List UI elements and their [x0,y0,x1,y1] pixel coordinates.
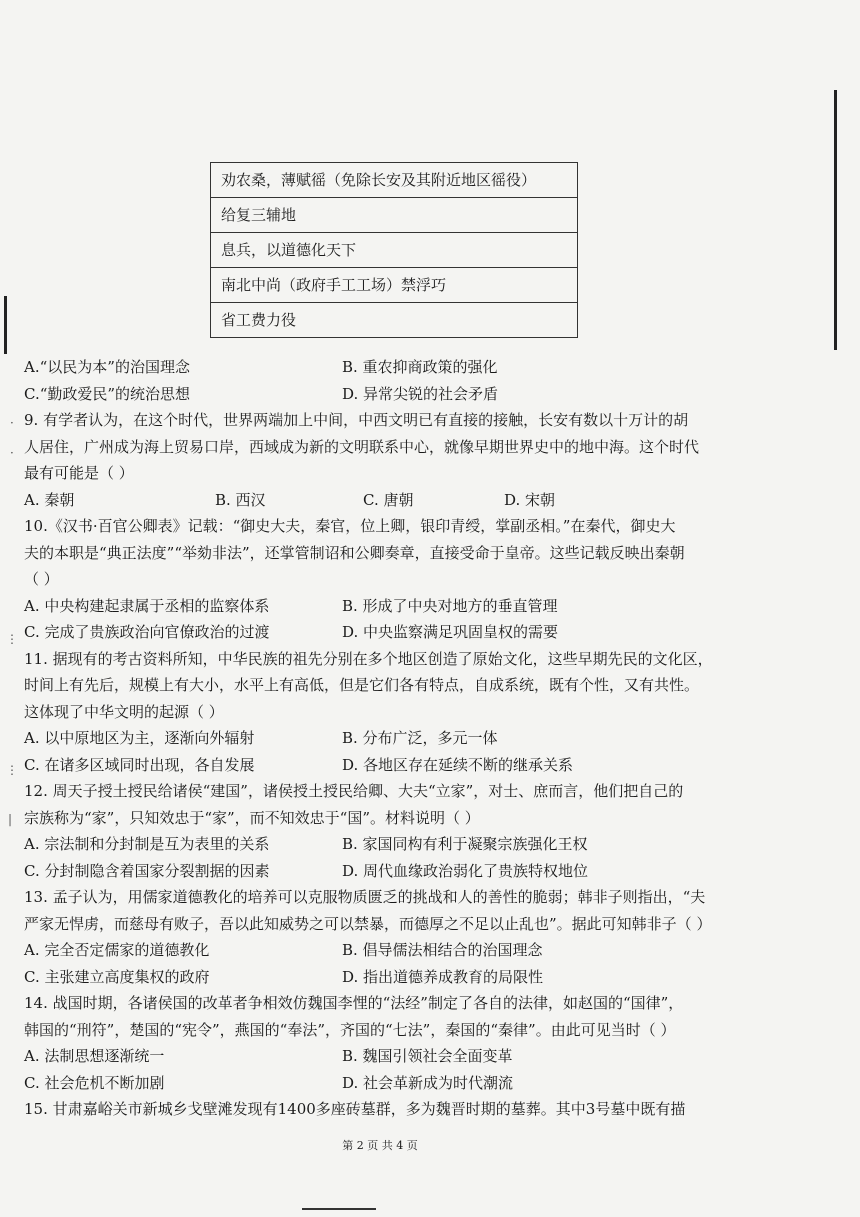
option-d: D. 社会革新成为时代潮流 [342,1073,514,1092]
margin-tick: ⋮ [6,763,18,777]
questions [24,354,824,1123]
option-row [24,831,824,858]
table-cell: 劝农桑，薄赋徭（免除长安及其附近地区徭役） [211,163,578,198]
question-10-text: （ ） [24,570,59,588]
option-a: A. 秦朝 [24,490,75,509]
table-cell: 省工费力役 [211,303,578,338]
question-10-text: 10.《汉书·百官公卿表》记载：“御史大夫，秦官，位上卿，银印青绶，掌副丞相。”在秦代，御史大 [24,517,676,535]
option-b: B. 西汉 [215,490,266,509]
table-cell: 南北中尚（政府手工工场）禁浮巧 [211,268,578,303]
option-b: B. 倡导儒法相结合的治国理念 [342,941,543,959]
option-row [24,354,824,381]
option-a: A. 宗法制和分封制是互为表里的关系 [24,835,270,853]
option-c: C. 社会危机不断加剧 [24,1073,165,1092]
question-13-text: 严家无悍虏，而慈母有败子，吾以此知威势之可以禁暴，而德厚之不足以止乱也”。据此可知韩非子（ ） [24,914,712,933]
option-d: D. 周代血缘政治弱化了贵族特权地位 [342,861,589,880]
question-12-text: 宗族称为“家”，只知效忠于“家”，而不知效忠于“国”。材料说明（ ） [24,808,480,827]
option-row [24,937,824,964]
option-row [24,487,824,514]
option-row [24,725,824,752]
table-row [211,198,578,233]
table-cell: 给复三辅地 [211,198,578,233]
margin-tick: | [8,812,13,826]
question-11-text: 11. 据现有的考古资料所知，中华民族的祖先分别在多个地区创造了原始文化，这些早期先民的文化区， [24,649,713,668]
option-c: C.“勤政爱民”的统治思想 [24,384,191,403]
question-12-text: 12. 周天子授土授民给诸侯“建国”，诸侯授土授民给卿、大夫“立家”，对士、庶而言，他们把自己的 [24,782,684,800]
option-b: B. 分布广泛，多元一体 [342,729,498,747]
margin-tick: · [10,416,14,430]
option-c: C. 唐朝 [363,490,414,509]
page-number: 第 2 页 共 4 页 [342,1139,418,1152]
option-d: D. 指出道德养成教育的局限性 [342,967,544,986]
question-9-text: 最有可能是（ ） [24,464,134,482]
option-c: C. 主张建立高度集权的政府 [24,967,210,986]
option-row [24,964,824,991]
question-10-text: 夫的本职是“典正法度”“举劾非法”，还掌管制诏和公卿奏章，直接受命于皇帝。这些记载反映出秦朝 [24,543,685,562]
table-cell: 息兵，以道德化天下 [211,233,578,268]
margin-tick: · [10,446,14,460]
margin-rule-left [4,296,7,354]
bottom-rule [302,1208,376,1210]
option-row [24,381,824,408]
table-row [211,163,578,198]
option-d: D. 中央监察满足巩固皇权的需要 [342,623,559,641]
option-row [24,619,824,646]
table-row [211,303,578,338]
option-c: C. 完成了贵族政治向官僚政治的过渡 [24,623,270,641]
option-d: D. 宋朝 [504,490,556,509]
question-11-text: 时间上有先后，规模上有大小，水平上有高低，但是它们各有特点，自成系统，既有个性，又有共性。 [24,676,700,694]
option-b: B. 形成了中央对地方的垂直管理 [342,596,558,615]
question-13-text: 13. 孟子认为，用儒家道德教化的培养可以克服物质匮乏的挑战和人的善性的脆弱；韩非子则指出，“夫 [24,888,706,906]
option-b: B. 重农抑商政策的强化 [342,358,498,376]
option-a: A. 完全否定儒家的道德教化 [24,941,210,959]
option-b: B. 魏国引领社会全面变革 [342,1047,513,1065]
question-15-text: 15. 甘肃嘉峪关市新城乡戈壁滩发现有1400多座砖墓群，多为魏晋时期的墓葬。其中3号墓中既有描 [24,1100,686,1118]
option-b: B. 家国同构有利于凝聚宗族强化王权 [342,835,588,853]
option-row [24,593,824,620]
option-d: D. 异常尖锐的社会矛盾 [342,384,499,403]
option-c: C. 分封制隐含着国家分裂割据的因素 [24,861,270,880]
margin-rule-right [834,90,837,350]
question-9-text: 9. 有学者认为，在这个时代，世界两端加上中间，中西文明已有直接的接触，长安有数以十万计的胡 [24,411,689,429]
margin-tick: ⋮ [6,632,18,646]
option-a: A.“以民为本”的治国理念 [24,358,190,376]
option-row [24,1043,824,1070]
option-c: C. 在诸多区域同时出现，各自发展 [24,755,255,774]
question-9-text: 人居住，广州成为海上贸易口岸，西域成为新的文明联系中心，就像早期世界史中的地中海。这个时代 [24,437,700,456]
policy-table [210,162,578,338]
option-a: A. 中央构建起隶属于丞相的监察体系 [24,596,270,615]
option-row [24,1070,824,1097]
option-row [24,752,824,779]
question-14-text: 韩国的“刑符”，楚国的“宪令”，燕国的“奉法”，齐国的“七法”，秦国的“秦律”。由此可见当时（ ） [24,1020,676,1039]
option-row [24,858,824,885]
question-11-text: 这体现了中华文明的起源（ ） [24,702,224,721]
table-row [211,233,578,268]
question-14-text: 14. 战国时期，各诸侯国的改革者争相效仿魏国李悝的“法经”制定了各自的法律，如赵国的“国律”， [24,994,684,1012]
table-row [211,268,578,303]
option-d: D. 各地区存在延续不断的继承关系 [342,755,574,774]
option-a: A. 以中原地区为主，逐渐向外辐射 [24,729,255,747]
option-a: A. 法制思想逐渐统一 [24,1047,165,1065]
